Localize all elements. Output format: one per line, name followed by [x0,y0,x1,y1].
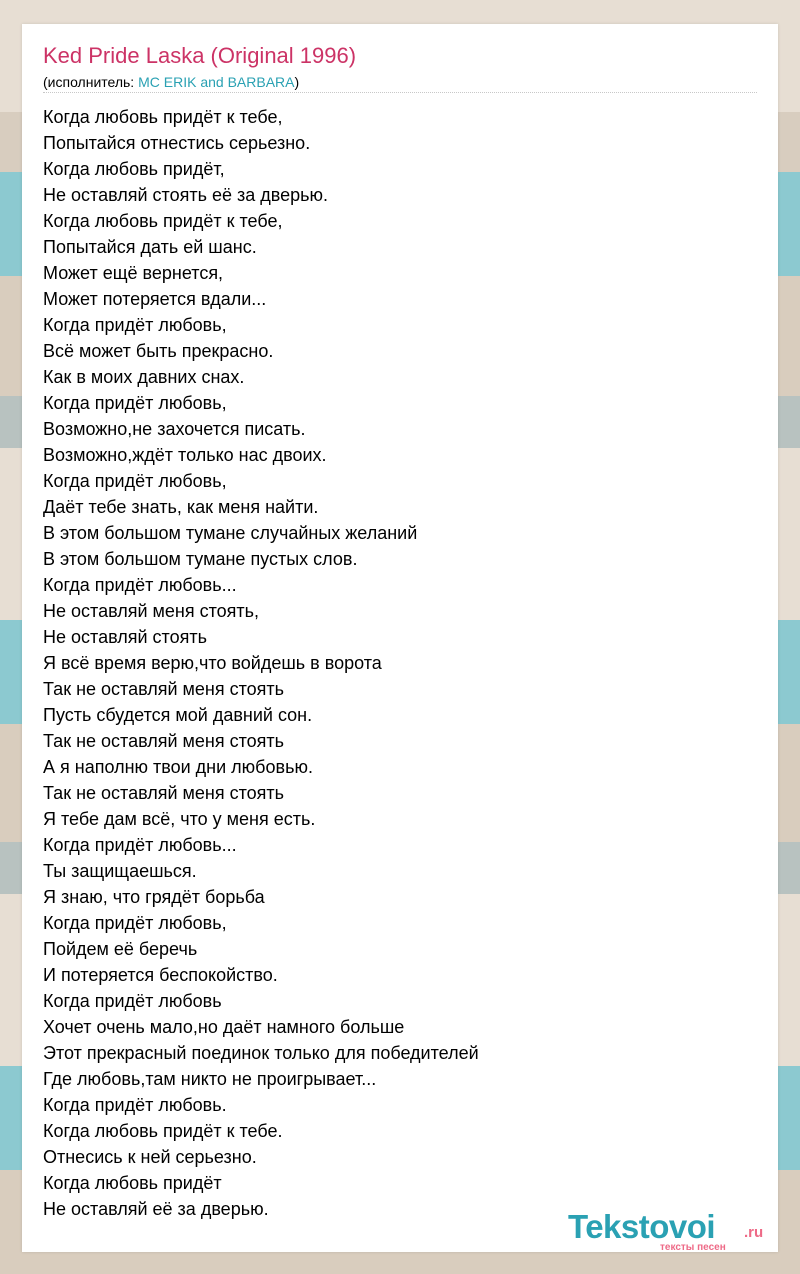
logo-tld: .ru [744,1224,764,1241]
lyric-line: В этом большом тумане случайных желаний [43,523,418,543]
lyric-line: Может ещё вернется, [43,263,224,283]
lyric-line: Не оставляй стоять [43,627,207,647]
lyric-line: Когда придёт любовь, [43,471,227,491]
artist-link[interactable]: MC ERIK and BARBARA [138,74,295,90]
lyric-line: Не оставляй стоять её за дверью. [43,185,329,205]
lyric-line: В этом большом тумане пустых слов. [43,549,358,569]
lyric-line: Где любовь,там никто не проигрывает... [43,1069,377,1089]
lyric-line: Я тебе дам всё, что у меня есть. [43,809,316,829]
lyric-line: Когда любовь придёт к тебе, [43,211,283,231]
artist-suffix: ) [294,74,300,90]
lyric-line: Хочет очень мало,но даёт намного больше [43,1017,405,1037]
lyric-line: Этот прекрасный поединок только для победителей [43,1043,479,1063]
lyric-line: Так не оставляй меня стоять [43,731,285,751]
lyric-line: Возможно,не захочется писать. [43,419,306,439]
artist-prefix: (исполнитель: [43,74,139,90]
lyric-line: Не оставляй меня стоять, [43,601,260,621]
lyric-line: Когда придёт любовь, [43,913,227,933]
lyric-line: Так не оставляй меня стоять [43,679,285,699]
lyric-line: Так не оставляй меня стоять [43,783,285,803]
lyric-line: Даёт тебе знать, как меня найти. [43,497,319,517]
lyric-line: Попытайся дать ей шанс. [43,237,257,257]
lyric-line: Когда придёт любовь, [43,315,227,335]
lyric-line: Пусть сбудется мой давний сон. [43,705,313,725]
lyric-line: Когда любовь придёт, [43,159,225,179]
lyrics-card [22,24,778,1252]
lyric-line: Когда любовь придёт к тебе, [43,107,283,127]
lyric-line: Я знаю, что грядёт борьба [43,887,265,907]
lyric-line: Отнесись к ней серьезно. [43,1147,257,1167]
lyric-line: Когда придёт любовь, [43,393,227,413]
lyric-line: Возможно,ждёт только нас двоих. [43,445,327,465]
lyric-line: И потеряется беспокойство. [43,965,278,985]
song-title: Ked Pride Laska (Original 1996) [43,43,357,68]
lyric-line: Когда придёт любовь... [43,575,237,595]
artist-line [43,74,299,90]
lyrics-text [43,104,479,1222]
lyric-line: Ты защищаешься. [43,861,197,881]
lyric-line: Может потеряется вдали... [43,289,267,309]
lyric-line: Пойдем её беречь [43,939,198,959]
lyric-line: Попытайся отнестись серьезно. [43,133,311,153]
lyric-line: Когда придёт любовь [43,991,222,1011]
lyric-line: Как в моих давних снах. [43,367,245,387]
lyric-line: Всё может быть прекрасно. [43,341,274,361]
site-logo[interactable] [568,1208,774,1252]
lyric-line: Не оставляй её за дверью. [43,1199,269,1219]
lyric-line: А я наполню твои дни любовью. [43,757,313,777]
lyric-line: Когда любовь придёт к тебе. [43,1121,283,1141]
lyric-line: Когда придёт любовь. [43,1095,227,1115]
logo-tagline: тексты песен [660,1242,726,1253]
lyric-line: Когда придёт любовь... [43,835,237,855]
title-divider [43,92,757,93]
lyric-line: Когда любовь придёт [43,1173,222,1193]
logo-name: Tekstovoi [568,1208,716,1245]
lyric-line: Я всё время верю,что войдешь в ворота [43,653,382,673]
